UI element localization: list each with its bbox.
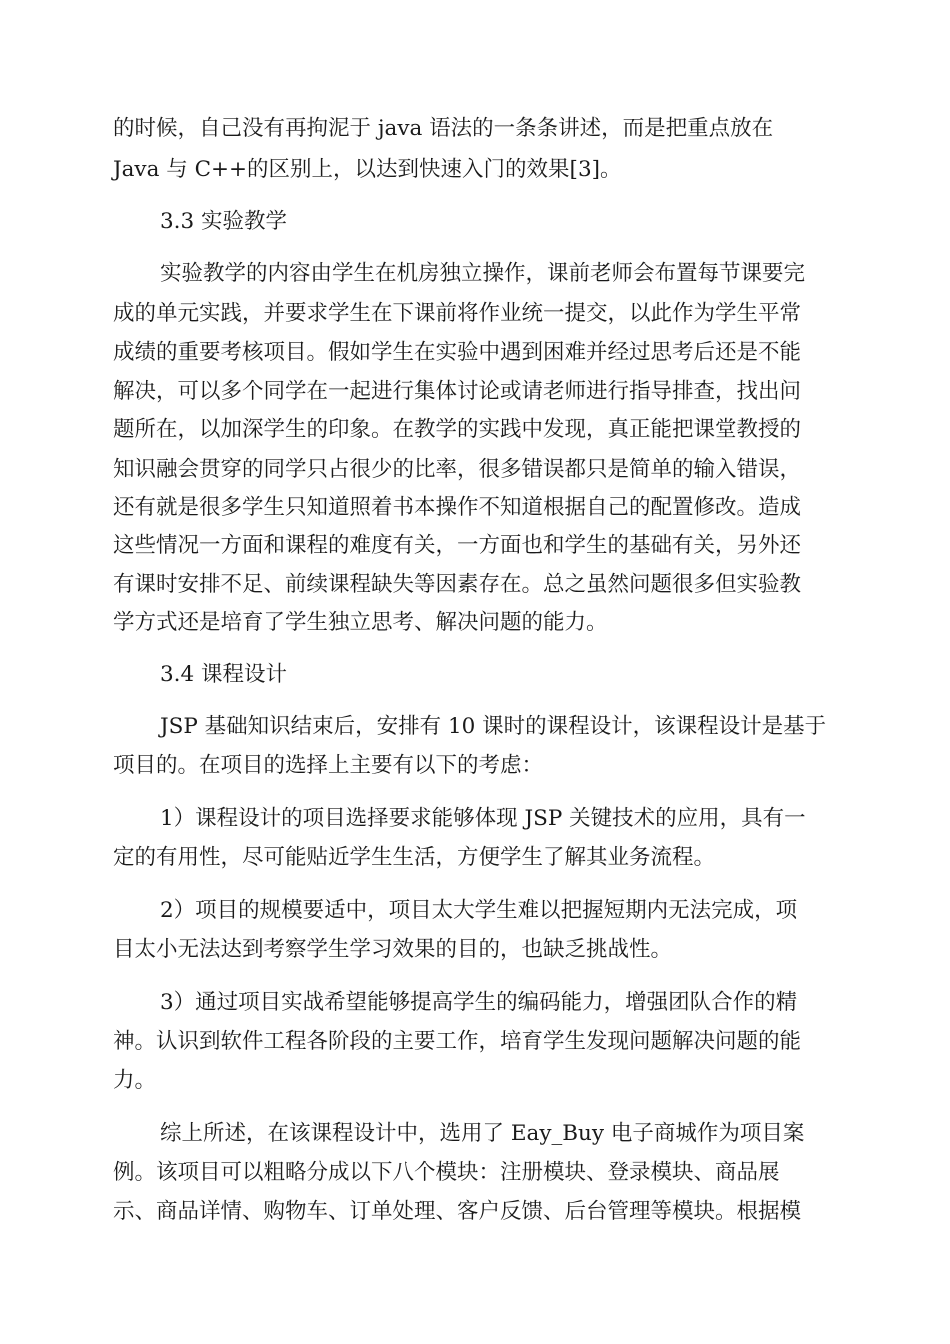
text-line: 题所在，以加深学生的印象。在教学的实践中发现，真正能把课堂教授的 (113, 417, 802, 442)
text-line: 解决，可以多个同学在一起进行集体讨论或请老师进行指导排查，找出问 (113, 379, 802, 404)
text-line: 神。认识到软件工程各阶段的主要工作，培育学生发现问题解决问题的能 (113, 1029, 802, 1054)
text-line: 有课时安排不足、前续课程缺失等因素存在。总之虽然问题很多但实验教 (113, 572, 802, 597)
text-line: 成的单元实践，并要求学生在下课前将作业统一提交，以此作为学生平常 (113, 301, 802, 326)
text-line: 例。该项目可以粗略分成以下八个模块：注册模块、登录模块、商品展 (113, 1160, 780, 1185)
list-item-3: 3）通过项目实战希望能够提高学生的编码能力，增强团队合作的精 (160, 990, 798, 1015)
text-line: JSP 基础知识结束后，安排有 10 课时的课程设计，该课程设计是基于 (160, 714, 827, 739)
text-line: 示、商品详情、购物车、订单处理、客户反馈、后台管理等模块。根据模 (113, 1199, 802, 1224)
text-line: 这些情况一方面和课程的难度有关，一方面也和学生的基础有关，另外还 (113, 533, 802, 558)
list-item-1: 1）课程设计的项目选择要求能够体现 JSP 关键技术的应用，具有一 (160, 806, 806, 831)
section-heading-3-3: 3.3 实验教学 (160, 209, 288, 234)
text-line: 定的有用性，尽可能贴近学生生活，方便学生了解其业务流程。 (113, 845, 716, 870)
text-line: Java 与 C++的区别上，以达到快速入门的效果[3]。 (113, 157, 622, 182)
text-line: 还有就是很多学生只知道照着书本操作不知道根据自己的配置修改。造成 (113, 495, 802, 520)
text-line: 的时候，自己没有再拘泥于 java 语法的一条条讲述，而是把重点放在 (113, 116, 774, 141)
section-heading-3-4: 3.4 课程设计 (160, 662, 288, 687)
text-line: 成绩的重要考核项目。假如学生在实验中遇到困难并经过思考后还是不能 (113, 340, 802, 365)
list-item-2: 2）项目的规模要适中，项目太大学生难以把握短期内无法完成，项 (160, 898, 798, 923)
text-line: 综上所述，在该课程设计中，选用了 Eay_Buy 电子商城作为项目案 (160, 1121, 805, 1146)
text-line: 学方式还是培育了学生独立思考、解决问题的能力。 (113, 610, 608, 635)
text-line: 目太小无法达到考察学生学习效果的目的，也缺乏挑战性。 (113, 937, 673, 962)
text-line: 实验教学的内容由学生在机房独立操作，课前老师会布置每节课要完 (160, 261, 806, 286)
text-line: 知识融会贯穿的同学只占很少的比率，很多错误都只是简单的输入错误， (113, 457, 802, 482)
text-line: 项目的。在项目的选择上主要有以下的考虑： (113, 753, 544, 778)
text-line: 力。 (113, 1068, 157, 1093)
